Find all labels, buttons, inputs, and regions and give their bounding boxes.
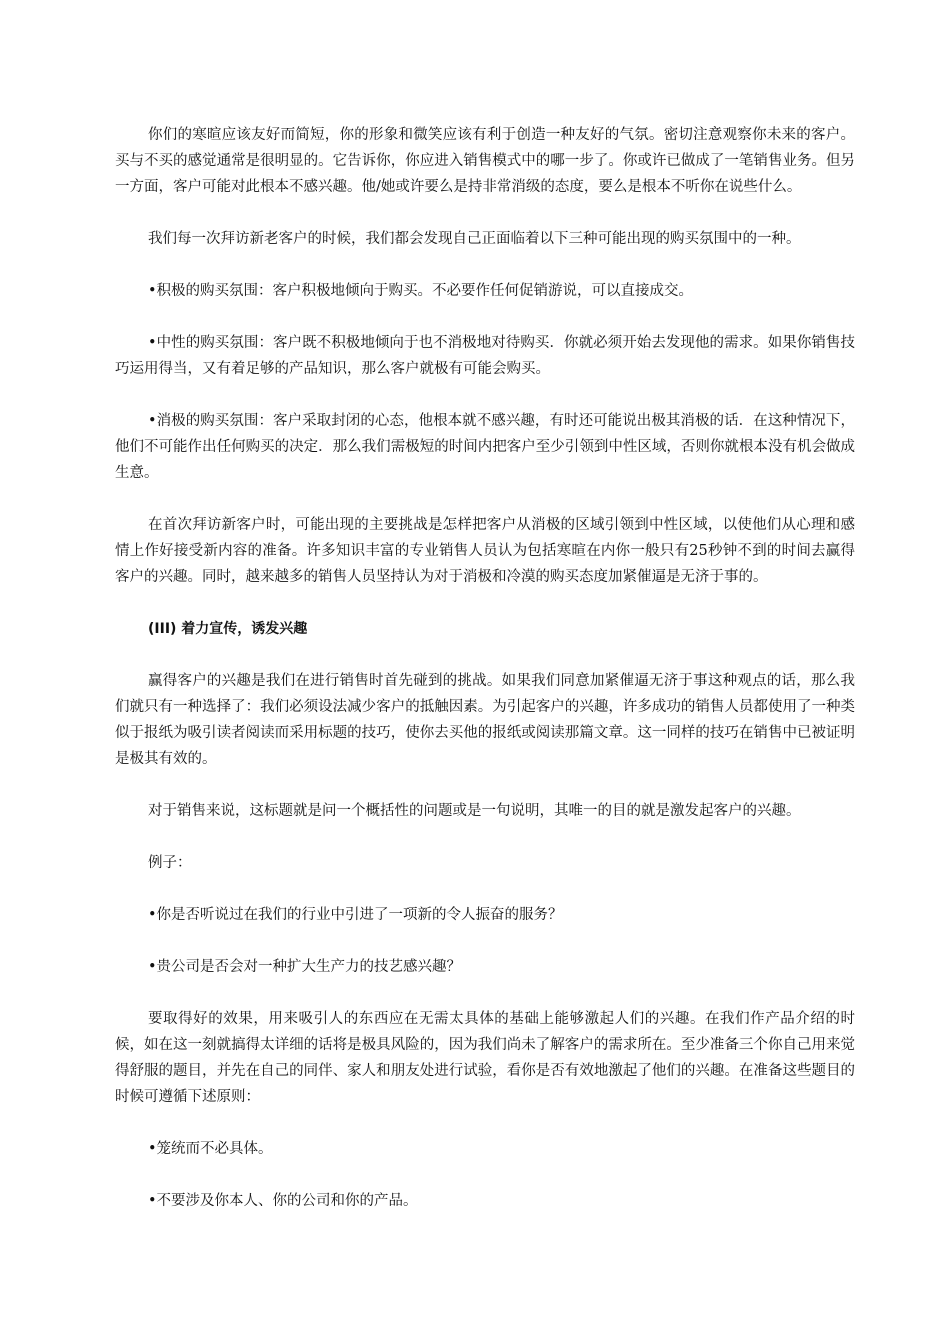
bullet-neutral-atmosphere: •中性的购买氛围：客户既不积极地倾向于也不消极地对待购买．你就必须开始去发现他的需求。如果你销售技巧运用得当，又有着足够的产品知识，那么客户就极有可能会购买。	[115, 335, 855, 377]
section-heading: (III) 着力宣传，诱发兴趣	[148, 621, 308, 637]
paragraph-winning-interest: 赢得客户的兴趣是我们在进行销售时首先碰到的挑战。如果我们同意加紧催逼无济于事这种观点的话，那么我们就只有一种选择了：我们必须设法减少客户的抵触因素。为引起客户的兴趣，许多成功的销售人员都使用了一种类似于报纸为吸引读者阅读而采用标题的技巧，使你去买他的报纸或阅读那篇文章。这一同样的技巧在销售中已被证明是极其有效的。	[115, 673, 855, 767]
bullet-principle-general: •笼统而不必具体。	[148, 1141, 273, 1157]
bullet-example-productivity: •贵公司是否会对一种扩大生产力的技艺感兴趣？	[148, 959, 462, 975]
document-body	[115, 122, 855, 1240]
bullet-positive-atmosphere: •积极的购买氛围：客户积极地倾向于购买。不必要作任何促销游说，可以直接成交。	[148, 283, 694, 299]
paragraph-buying-atmospheres-intro: 我们每一次拜访新老客户的时候，我们都会发现自己正面临着以下三种可能出现的购买氛围中的一种。	[148, 231, 801, 247]
bullet-example-new-service: •你是否听说过在我们的行业中引进了一项新的令人振奋的服务？	[148, 907, 563, 923]
bullet-principle-not-self: •不要涉及你本人、你的公司和你的产品。	[148, 1193, 418, 1209]
paragraph-greeting: 你们的寒暄应该友好而简短，你的形象和微笑应该有利于创造一种友好的气氛。密切注意观察你未来的客户。买与不买的感觉通常是很明显的。它告诉你，你应进入销售模式中的哪一步了。你或许已做成了一笔销售业务。但另一方面，客户可能对此根本不感兴趣。他/她或许要么是持非常消级的态度，要么是根本不听你在说些什么。	[115, 127, 855, 195]
paragraph-examples-label: 例子：	[148, 855, 192, 871]
paragraph-first-visit-challenge: 在首次拜访新客户时，可能出现的主要挑战是怎样把客户从消极的区域引领到中性区域，以使他们从心理和感情上作好接受新内容的准备。许多知识丰富的专业销售人员认为包括寒暄在内你一般只有25秒钟不到的时间去赢得客户的兴趣。同时，越来越多的销售人员坚持认为对于消极和冷漠的购买态度加紧催逼是无济于事的。	[115, 517, 855, 585]
paragraph-headline-definition: 对于销售来说，这标题就是问一个概括性的问题或是一句说明，其唯一的目的就是激发起客户的兴趣。	[148, 803, 801, 819]
bullet-negative-atmosphere: •消极的购买氛围：客户采取封闭的心态，他根本就不感兴趣，有时还可能说出极其消极的话．在这种情况下，他们不可能作出任何购买的决定．那么我们需极短的时间内把客户至少引领到中性区域，否则你就根本没有机会做成生意。	[115, 413, 855, 481]
paragraph-good-results: 要取得好的效果，用来吸引人的东西应在无需太具体的基础上能够激起人们的兴趣。在我们作产品介绍的时候，如在这一刻就搞得太详细的话将是极具风险的，因为我们尚未了解客户的需求所在。至少准备三个你自己用来觉得舒服的题目，并先在自己的同伴、家人和朋友处进行试验，看你是否有效地激起了他们的兴趣。在准备这些题目的时候可遵循下述原则：	[115, 1011, 855, 1105]
